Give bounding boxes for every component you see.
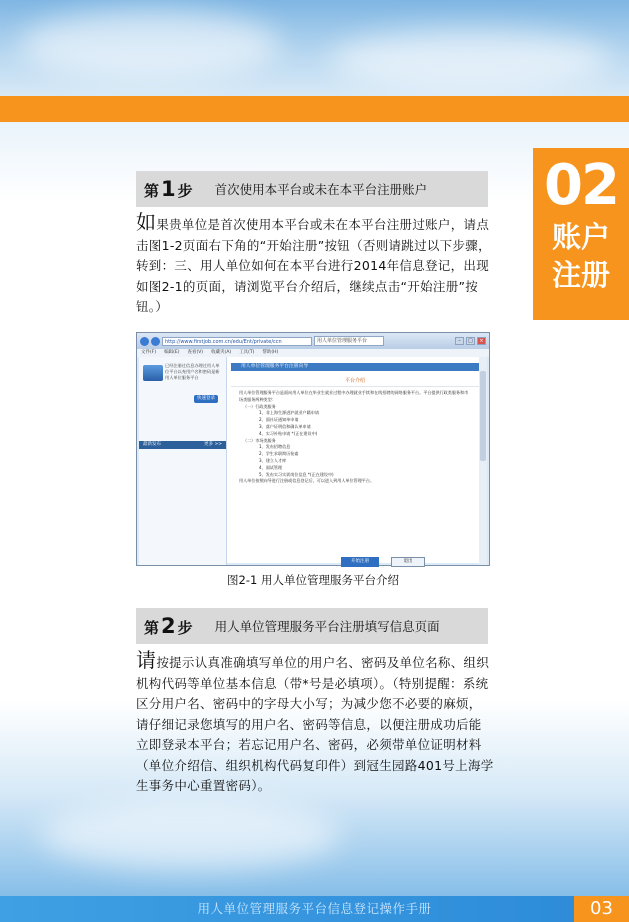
header-orange-band (0, 96, 629, 122)
forward-icon (151, 337, 160, 346)
right-panel (231, 357, 479, 565)
quick-login-button: 快速登录 (194, 395, 218, 403)
step-1-title: 首次使用本平台或未在本平台注册账户 (214, 182, 428, 197)
intro-title: 平台介绍 (231, 377, 479, 387)
computer-icon (143, 365, 163, 381)
minimize-icon: – (455, 337, 464, 345)
chapter-title-line1: 账户 (551, 220, 610, 254)
back-icon (140, 337, 149, 346)
step-1-header (136, 171, 488, 207)
cloud-decoration (20, 10, 280, 80)
close-icon: × (477, 337, 486, 345)
chapter-title-line2: 注册 (551, 258, 610, 292)
step-2-header (136, 608, 488, 644)
guide-header: 用人单位管理服务平台注册向导 (231, 363, 479, 371)
intro-body: 用人单位管理服务平台是面向用人单位在毕业生就业过程中办理就业手续和在线招聘的网络服务平台。平台提供行政类服务和市场类服务两种类型： （一）行政类服务 1、非上海生源进沪就业户籍申请 2、面社证通知单申请 3、落户证明信和确认单申请 4、实习补贴申请 *(正在建设中) （二）市场类服务 1、发布招聘信息 2、学生求职简历检索 3、建立人才库 4、面试管理 5、发布实习实训岗位信息 *(正在建设中) 用人单位按照向导进行注册或信息登记后，可以进入到用人单位管理平台。 (239, 390, 469, 484)
address-bar: http://www.firstjob.com.cn/edu/Ent/private/ccn (162, 337, 312, 346)
exit-button: 退出 (391, 557, 425, 567)
page-number: 03 (574, 896, 629, 922)
browser-toolbar (137, 333, 489, 349)
news-bar: 最新发布 更多 >> (139, 441, 226, 449)
chapter-tab (533, 148, 629, 320)
chapter-number: 02 (544, 153, 618, 218)
footer-bar (0, 896, 629, 922)
browser-tab: 用人单位管理服务平台 (314, 336, 384, 346)
browser-menu: 文件(F) 编辑(E) 查看(V) 收藏夹(A) 工具(T) 帮助(H) (137, 349, 489, 357)
footer-title: 用人单位管理服务平台信息登记操作手册 (197, 901, 432, 916)
cloud-decoration (40, 800, 340, 870)
step-2-label: 第2 步 (144, 614, 193, 638)
login-text: 已经注册过信息办理过用人单位平台以充用户名和密码是新用人单位服务平台 (165, 363, 220, 380)
step-2-title: 用人单位管理服务平台注册填写信息页面 (214, 619, 440, 634)
start-register-button: 开始注册 (341, 557, 379, 567)
scroll-thumb (480, 371, 486, 461)
step-1-paragraph: 如果贵单位是首次使用本平台或未在本平台注册过账户，请点击图1-2页面右下角的“开始注册”按钮（否则请跳过以下步骤，转到：三、用人单位如何在本平台进行2014年信息登记，出现如图2-1的页面，请浏览平台介绍后，继续点击“开始注册”按钮。） (136, 210, 491, 314)
scrollbar (479, 357, 487, 565)
login-box (143, 361, 222, 405)
maximize-icon: □ (466, 337, 475, 345)
left-panel (139, 357, 227, 565)
step-2-paragraph: 请按提示认真准确填写单位的用户名、密码及单位名称、组织机构代码等单位基本信息（带*号是必填项）。（特别提醒：系统区分用户名、密码中的字母大小写；为减少您不必要的麻烦，请仔细记录您填写的用户名、密码等信息，以便注册成功后能立即登录本平台；若忘记用户名、密码，必须带单位证明材料（单位介绍信、组织机构代码复印件）到冠生园路401号上海学生事务中心重置密码）。 (136, 648, 494, 793)
browser-screenshot (136, 332, 490, 566)
intro-buttons (341, 557, 425, 567)
page-content (139, 357, 487, 563)
figure-caption: 图2-1 用人单位管理服务平台介绍 (227, 573, 399, 587)
cloud-decoration (330, 30, 610, 90)
step-1-label: 第1 步 (144, 177, 193, 201)
